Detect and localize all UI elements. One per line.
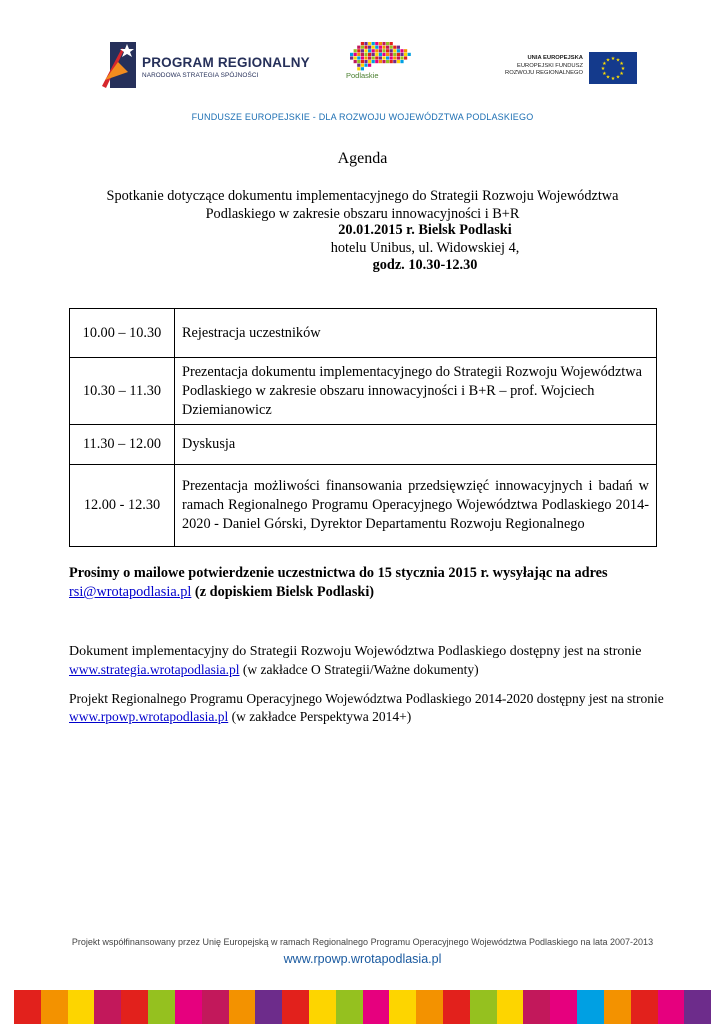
stripe-block [336, 990, 363, 1024]
stripe-block [175, 990, 202, 1024]
program-regionalny-mark-icon [102, 42, 136, 88]
page-title: Agenda [337, 150, 388, 167]
eu-flag-icon [589, 52, 637, 84]
table-row [70, 358, 657, 425]
stripe-block [94, 990, 121, 1024]
stripe-block [282, 990, 309, 1024]
table-row [70, 465, 657, 547]
stripe-block [41, 990, 68, 1024]
agenda-activity: Prezentacja dokumentu implementacyjnego do Strategii Rozwoju Województwa Podlaskiego w zakresie obszaru innowacyjności i B+R – prof. Wojciech Dziemianowicz [175, 358, 657, 425]
cofinance-note: Projekt współfinansowany przez Unię Europejską w ramach Regionalnego Programu Operacyjnego Województwa Podlaskiego na lata 2007-2013 [71, 937, 654, 947]
meeting-date-place: 20.01.2015 r. Bielsk Podlaski [338, 222, 512, 238]
stripe-block [470, 990, 497, 1024]
stripe-block [684, 990, 711, 1024]
program-subtitle: NARODOWA STRATEGIA SPÓJNOŚCI [142, 72, 259, 79]
table-row [70, 425, 657, 465]
stripe-block [14, 990, 41, 1024]
svg-text:★: ★ [602, 72, 607, 77]
footer-website: www.rpowp.wrotapodlasia.pl [283, 952, 442, 966]
eu-line1: UNIA EUROPEJSKA [527, 55, 583, 61]
agenda-activity: Rejestracja uczestników [175, 309, 657, 358]
stripe-block [658, 990, 685, 1024]
stripe-block [309, 990, 336, 1024]
strategy-website-link[interactable]: www.strategia.wrotapodlasia.pl [69, 662, 240, 677]
program-regionalny-logo [102, 42, 310, 90]
stripe-block [577, 990, 604, 1024]
meeting-subtitle: Spotkanie dotyczące dokumentu implementacyjnego do Strategii Rozwoju Województwa Podlaskiego w zakresie obszaru innowacyjności i B+R [106, 188, 619, 222]
svg-text:★: ★ [610, 77, 616, 82]
meeting-venue: hotelu Unibus, ul. Widowskiej 4, [330, 240, 520, 256]
stripe-block [604, 990, 631, 1024]
svg-text:★: ★ [619, 62, 624, 67]
svg-text:★: ★ [605, 75, 611, 81]
agenda-time: 12.00 - 12.30 [70, 465, 175, 547]
agenda-time: 11.30 – 12.00 [70, 425, 175, 465]
table-row [70, 309, 657, 358]
rsvp-notice: Prosimy o mailowe potwierdzenie uczestnictwa do 15 stycznia 2015 r. wysyłając na adres rsi@wrotapodlasia.pl (z dopiskiem Bielsk Podlaski) [69, 565, 608, 600]
eu-logo [505, 52, 637, 84]
rpo-info-paragraph: Projekt Regionalnego Programu Operacyjnego Województwa Podlaskiego 2014-2020 dostępny jest na stronie www.rpowp.wrotapodlasia.pl (w zakładce Perspektywa 2014+) [69, 691, 664, 724]
rpo-website-link[interactable]: www.rpowp.wrotapodlasia.pl [69, 709, 229, 724]
svg-text:★: ★ [615, 58, 621, 64]
svg-text:★: ★ [600, 67, 606, 72]
stripe-block [523, 990, 550, 1024]
stripe-block [389, 990, 416, 1024]
svg-text:★: ★ [610, 57, 616, 62]
podlaskie-label: Podlaskie [346, 71, 379, 80]
stripe-block [121, 990, 148, 1024]
agenda-table [69, 308, 657, 547]
agenda-time: 10.30 – 11.30 [70, 358, 175, 425]
svg-text:★: ★ [615, 75, 621, 81]
eu-line2: EUROPEJSKI FUNDUSZ [516, 62, 583, 69]
stripe-block [229, 990, 256, 1024]
stripe-block [202, 990, 229, 1024]
color-stripe [14, 990, 711, 1024]
stripe-block [550, 990, 577, 1024]
stripe-block [255, 990, 282, 1024]
stripe-block [416, 990, 443, 1024]
meeting-hours: godz. 10.30-12.30 [372, 257, 478, 273]
stripe-block [68, 990, 95, 1024]
rsvp-email-link[interactable]: rsi@wrotapodlasia.pl [69, 584, 192, 600]
agenda-activity: Prezentacja możliwości finansowania przedsięwzięć innowacyjnych i badań w ramach Regionalnego Programu Operacyjnego Województwa Podlaskiego 2014-2020 - Daniel Górski, Dyrektor Departamentu Rozwoju Regionalnego [175, 465, 657, 547]
svg-text:★: ★ [602, 62, 607, 67]
stripe-block [497, 990, 524, 1024]
strategy-info-paragraph: Dokument implementacyjny do Strategii Rozwoju Województwa Podlaskiego dostępny jest na stronie www.strategia.wrotapodlasia.pl (w zakładce O Strategii/Ważne dokumenty) [69, 644, 642, 677]
program-title: PROGRAM REGIONALNY [142, 55, 310, 70]
stripe-block [363, 990, 390, 1024]
eu-line3: ROZWOJU REGIONALNEGO [505, 70, 583, 77]
podlaskie-logo [340, 40, 425, 90]
svg-text:★: ★ [619, 72, 624, 77]
agenda-time: 10.00 – 10.30 [70, 309, 175, 358]
stripe-block [148, 990, 175, 1024]
stripe-block [443, 990, 470, 1024]
stripe-block [631, 990, 658, 1024]
funds-tagline: FUNDUSZE EUROPEJSKIE - DLA ROZWOJU WOJEWÓDZTWA PODLASKIEGO [191, 112, 534, 122]
svg-text:★: ★ [605, 58, 611, 64]
svg-text:★: ★ [620, 67, 626, 72]
agenda-activity: Dyskusja [175, 425, 657, 465]
podlaskie-bison-icon [340, 40, 425, 72]
